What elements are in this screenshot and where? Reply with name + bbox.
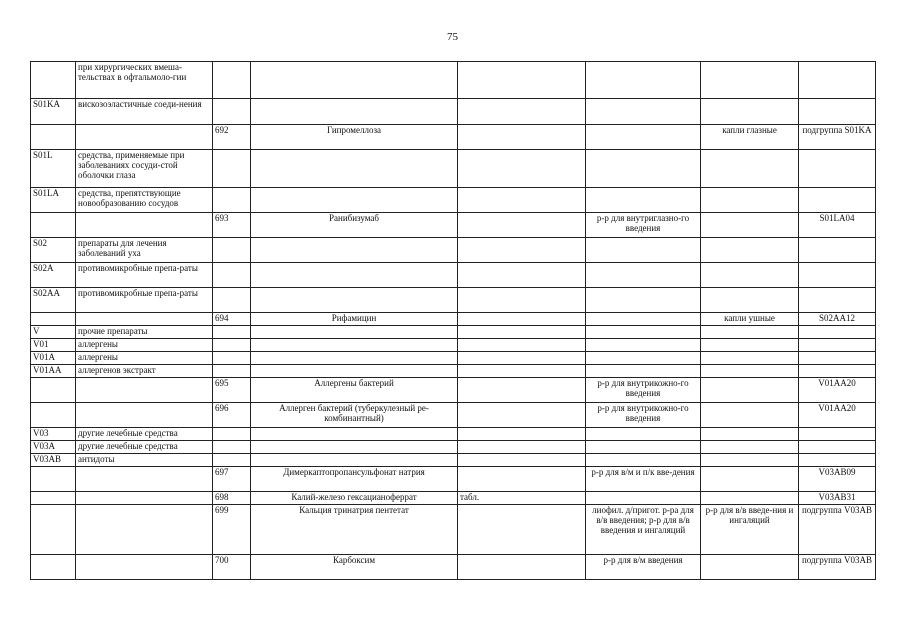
- note-cell: [799, 352, 876, 365]
- extra-cell: [458, 378, 586, 403]
- atc-code-cell: V03AB: [31, 454, 76, 467]
- atc-code-cell: S01KA: [31, 99, 76, 125]
- atc-code-cell: V01: [31, 339, 76, 352]
- item-number-cell: 694: [213, 313, 251, 326]
- note-cell: [799, 365, 876, 378]
- dosage-form-alt-cell: [701, 263, 799, 288]
- dosage-form-cell: [586, 441, 701, 454]
- group-name-cell: аллергенов экстракт: [76, 365, 213, 378]
- drug-name-cell: Карбоксим: [251, 555, 458, 580]
- table-row: [31, 238, 876, 263]
- item-number-cell: 697: [213, 467, 251, 492]
- note-cell: подгруппа V03AB: [799, 555, 876, 580]
- table-row: [31, 365, 876, 378]
- table-row: [31, 555, 876, 580]
- note-cell: [799, 288, 876, 313]
- atc-code-cell: [31, 555, 76, 580]
- item-number-cell: 698: [213, 492, 251, 505]
- atc-code-cell: S02A: [31, 263, 76, 288]
- item-number-cell: [213, 365, 251, 378]
- dosage-form-alt-cell: [701, 238, 799, 263]
- dosage-form-cell: [586, 313, 701, 326]
- item-number-cell: 693: [213, 213, 251, 238]
- item-number-cell: 696: [213, 403, 251, 428]
- group-name-cell: [76, 403, 213, 428]
- table-row: [31, 467, 876, 492]
- item-number-cell: 699: [213, 505, 251, 555]
- dosage-form-cell: р-р для внутриглазно-го введения: [586, 213, 701, 238]
- dosage-form-cell: р-р для внутрикожно-го введения: [586, 403, 701, 428]
- dosage-form-cell: [586, 326, 701, 339]
- drug-name-cell: [251, 454, 458, 467]
- dosage-form-alt-cell: [701, 467, 799, 492]
- item-number-cell: [213, 99, 251, 125]
- group-name-cell: при хирургических вмеша-тельствах в офтальмоло-гии: [76, 62, 213, 99]
- dosage-form-alt-cell: [701, 326, 799, 339]
- group-name-cell: [76, 555, 213, 580]
- table-row: [31, 62, 876, 99]
- dosage-form-cell: [586, 188, 701, 213]
- extra-cell: [458, 313, 586, 326]
- extra-cell: табл.: [458, 492, 586, 505]
- item-number-cell: [213, 288, 251, 313]
- drug-name-cell: [251, 365, 458, 378]
- dosage-form-alt-cell: [701, 454, 799, 467]
- group-name-cell: [76, 313, 213, 326]
- extra-cell: [458, 263, 586, 288]
- extra-cell: [458, 339, 586, 352]
- item-number-cell: [213, 188, 251, 213]
- group-name-cell: вискозоэластичные соеди-нения: [76, 99, 213, 125]
- atc-code-cell: V03: [31, 428, 76, 441]
- dosage-form-alt-cell: капли глазные: [701, 125, 799, 150]
- dosage-form-alt-cell: р-р для в/в введе-ния и ингаляций: [701, 505, 799, 555]
- note-cell: [799, 454, 876, 467]
- item-number-cell: [213, 428, 251, 441]
- dosage-form-cell: [586, 339, 701, 352]
- drug-name-cell: [251, 352, 458, 365]
- dosage-form-alt-cell: [701, 288, 799, 313]
- table-body: [31, 62, 876, 580]
- extra-cell: [458, 288, 586, 313]
- group-name-cell: [76, 505, 213, 555]
- drug-name-cell: Калий-железо гексацианоферрат: [251, 492, 458, 505]
- group-name-cell: [76, 492, 213, 505]
- extra-cell: [458, 403, 586, 428]
- drug-name-cell: [251, 441, 458, 454]
- dosage-form-cell: р-р для в/м и п/к вве-дения: [586, 467, 701, 492]
- extra-cell: [458, 441, 586, 454]
- dosage-form-cell: [586, 288, 701, 313]
- drug-name-cell: Ранибизумаб: [251, 213, 458, 238]
- dosage-form-alt-cell: [701, 492, 799, 505]
- atc-code-cell: V: [31, 326, 76, 339]
- drug-name-cell: [251, 263, 458, 288]
- table-row: [31, 213, 876, 238]
- note-cell: V03AB31: [799, 492, 876, 505]
- dosage-form-cell: [586, 150, 701, 188]
- note-cell: [799, 150, 876, 188]
- table-row: [31, 150, 876, 188]
- item-number-cell: [213, 263, 251, 288]
- drug-name-cell: [251, 238, 458, 263]
- group-name-cell: прочие препараты: [76, 326, 213, 339]
- extra-cell: [458, 326, 586, 339]
- item-number-cell: [213, 454, 251, 467]
- dosage-form-alt-cell: [701, 441, 799, 454]
- dosage-form-alt-cell: [701, 403, 799, 428]
- extra-cell: [458, 238, 586, 263]
- group-name-cell: [76, 467, 213, 492]
- note-cell: [799, 339, 876, 352]
- table-row: [31, 454, 876, 467]
- item-number-cell: [213, 352, 251, 365]
- table-row: [31, 326, 876, 339]
- atc-code-cell: [31, 505, 76, 555]
- dosage-form-alt-cell: [701, 62, 799, 99]
- note-cell: S02AA12: [799, 313, 876, 326]
- group-name-cell: другие лечебные средства: [76, 441, 213, 454]
- table-row: [31, 352, 876, 365]
- atc-code-cell: [31, 313, 76, 326]
- dosage-form-alt-cell: [701, 188, 799, 213]
- drug-name-cell: [251, 99, 458, 125]
- note-cell: [799, 62, 876, 99]
- dosage-form-alt-cell: [701, 428, 799, 441]
- extra-cell: [458, 62, 586, 99]
- extra-cell: [458, 352, 586, 365]
- dosage-form-alt-cell: [701, 339, 799, 352]
- table-row: [31, 378, 876, 403]
- table-row: [31, 403, 876, 428]
- drug-name-cell: [251, 428, 458, 441]
- drug-name-cell: [251, 339, 458, 352]
- extra-cell: [458, 505, 586, 555]
- table-row: [31, 263, 876, 288]
- extra-cell: [458, 467, 586, 492]
- dosage-form-cell: р-р для внутрикожно-го введения: [586, 378, 701, 403]
- extra-cell: [458, 428, 586, 441]
- item-number-cell: [213, 150, 251, 188]
- note-cell: [799, 441, 876, 454]
- atc-code-cell: S02: [31, 238, 76, 263]
- table-row: [31, 313, 876, 326]
- dosage-form-alt-cell: [701, 352, 799, 365]
- dosage-form-cell: [586, 263, 701, 288]
- atc-code-cell: [31, 125, 76, 150]
- note-cell: [799, 326, 876, 339]
- group-name-cell: средства, препятствующие новообразованию сосудов: [76, 188, 213, 213]
- drug-name-cell: [251, 326, 458, 339]
- dosage-form-cell: [586, 99, 701, 125]
- drug-name-cell: Аллергены бактерий: [251, 378, 458, 403]
- dosage-form-cell: [586, 238, 701, 263]
- group-name-cell: аллергены: [76, 339, 213, 352]
- group-name-cell: [76, 213, 213, 238]
- extra-cell: [458, 150, 586, 188]
- note-cell: [799, 263, 876, 288]
- item-number-cell: [213, 326, 251, 339]
- drug-name-cell: Кальция тринатрия пентетат: [251, 505, 458, 555]
- note-cell: V01AA20: [799, 378, 876, 403]
- extra-cell: [458, 454, 586, 467]
- drug-table: [30, 61, 876, 580]
- table-row: [31, 339, 876, 352]
- dosage-form-cell: [586, 125, 701, 150]
- extra-cell: [458, 99, 586, 125]
- drug-name-cell: [251, 150, 458, 188]
- note-cell: [799, 238, 876, 263]
- extra-cell: [458, 555, 586, 580]
- drug-name-cell: Аллерген бактерий (туберкулезный ре-комбинантный): [251, 403, 458, 428]
- atc-code-cell: V01AA: [31, 365, 76, 378]
- table-row: [31, 505, 876, 555]
- table-row: [31, 441, 876, 454]
- drug-name-cell: [251, 62, 458, 99]
- atc-code-cell: V03A: [31, 441, 76, 454]
- atc-code-cell: S01LA: [31, 188, 76, 213]
- dosage-form-alt-cell: [701, 99, 799, 125]
- drug-name-cell: Гипромеллоза: [251, 125, 458, 150]
- dosage-form-cell: [586, 62, 701, 99]
- item-number-cell: [213, 339, 251, 352]
- atc-code-cell: V01A: [31, 352, 76, 365]
- table-row: [31, 125, 876, 150]
- note-cell: V01AA20: [799, 403, 876, 428]
- drug-name-cell: Димеркаптопропансульфонат натрия: [251, 467, 458, 492]
- group-name-cell: [76, 378, 213, 403]
- extra-cell: [458, 213, 586, 238]
- table-row: [31, 188, 876, 213]
- note-cell: [799, 428, 876, 441]
- table-row: [31, 288, 876, 313]
- atc-code-cell: [31, 378, 76, 403]
- dosage-form-alt-cell: [701, 555, 799, 580]
- group-name-cell: противомикробные препа-раты: [76, 288, 213, 313]
- atc-code-cell: [31, 213, 76, 238]
- note-cell: S01LA04: [799, 213, 876, 238]
- table-row: [31, 492, 876, 505]
- table-row: [31, 428, 876, 441]
- atc-code-cell: [31, 62, 76, 99]
- atc-code-cell: [31, 492, 76, 505]
- dosage-form-cell: [586, 428, 701, 441]
- dosage-form-alt-cell: капли ушные: [701, 313, 799, 326]
- dosage-form-cell: р-р для в/м введения: [586, 555, 701, 580]
- note-cell: подгруппа V03AB: [799, 505, 876, 555]
- item-number-cell: 692: [213, 125, 251, 150]
- group-name-cell: другие лечебные средства: [76, 428, 213, 441]
- item-number-cell: [213, 441, 251, 454]
- dosage-form-cell: лиофил. д/пригот. р-ра для в/в введения; р-р для в/в введения и ингаляций: [586, 505, 701, 555]
- extra-cell: [458, 125, 586, 150]
- dosage-form-cell: [586, 492, 701, 505]
- group-name-cell: [76, 125, 213, 150]
- drug-name-cell: [251, 188, 458, 213]
- note-cell: [799, 188, 876, 213]
- atc-code-cell: [31, 403, 76, 428]
- group-name-cell: препараты для лечения заболеваний уха: [76, 238, 213, 263]
- dosage-form-cell: [586, 454, 701, 467]
- drug-name-cell: [251, 288, 458, 313]
- group-name-cell: антидоты: [76, 454, 213, 467]
- note-cell: V03AB09: [799, 467, 876, 492]
- page-number: 75: [447, 31, 458, 43]
- item-number-cell: 695: [213, 378, 251, 403]
- dosage-form-alt-cell: [701, 378, 799, 403]
- dosage-form-cell: [586, 365, 701, 378]
- atc-code-cell: S01L: [31, 150, 76, 188]
- table-row: [31, 99, 876, 125]
- atc-code-cell: S02AA: [31, 288, 76, 313]
- note-cell: [799, 99, 876, 125]
- atc-code-cell: [31, 467, 76, 492]
- item-number-cell: 700: [213, 555, 251, 580]
- extra-cell: [458, 188, 586, 213]
- dosage-form-alt-cell: [701, 213, 799, 238]
- item-number-cell: [213, 238, 251, 263]
- drug-name-cell: Рифамицин: [251, 313, 458, 326]
- dosage-form-cell: [586, 352, 701, 365]
- group-name-cell: средства, применяемые при заболеваниях сосуди-стой оболочки глаза: [76, 150, 213, 188]
- group-name-cell: противомикробные препа-раты: [76, 263, 213, 288]
- dosage-form-alt-cell: [701, 365, 799, 378]
- dosage-form-alt-cell: [701, 150, 799, 188]
- group-name-cell: аллергены: [76, 352, 213, 365]
- note-cell: подгруппа S01KA: [799, 125, 876, 150]
- extra-cell: [458, 365, 586, 378]
- item-number-cell: [213, 62, 251, 99]
